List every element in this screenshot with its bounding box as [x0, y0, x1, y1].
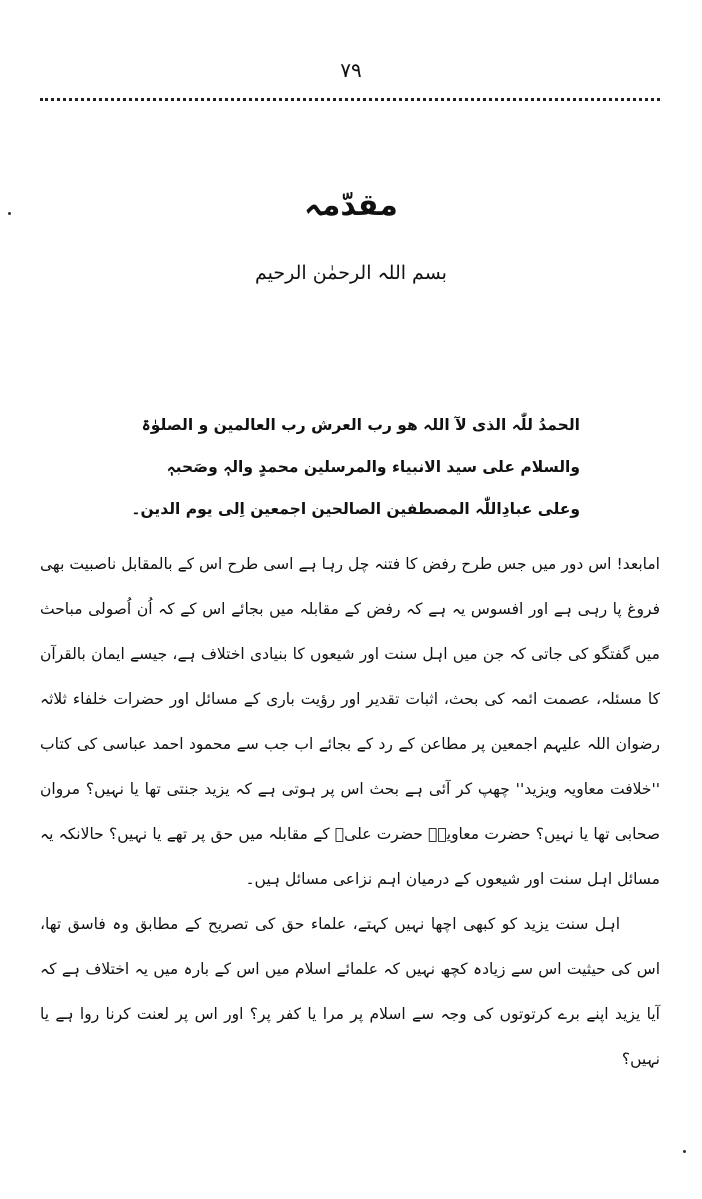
arabic-line: وعلی عبادِاللّٰہ المصطفین الصالحین اجمعین اِلی یوم الدین۔	[131, 500, 580, 518]
arabic-line: والسلام علی سید الانبیاء والمرسلین محمدٍ والہٖ وصَحبہٖ	[166, 458, 580, 476]
bismillah-calligraphy: بسم اللہ الرحمٰن الرحیم	[255, 262, 447, 284]
body-paragraph: اہل سنت یزید کو کبھی اچھا نہیں کہتے، علماء حق کی تصریح کے مطابق وہ فاسق تھا، اس کی حیثیت اس سے زیادہ کچھ نہیں کہ علمائے اسلام میں اس کے بارہ میں یہ اختلاف ہے کہ آیا یزید اپنے برے کرتوتوں کی وجہ سے اسلام پر مرا یا کفر پر؟ اور اس پر لعنت کرنا روا ہے یا نہیں؟	[40, 915, 660, 1068]
arabic-line: الحمدُ للّٰہ الذی لآ اللہ ھو رب العرش رب العالمین و الصلوٰۃ	[141, 416, 580, 434]
urdu-body-text	[40, 542, 660, 1082]
body-paragraph: امابعد! اس دور میں جس طرح رفض کا فتنہ چل رہا ہے اسی طرح اس کے بالمقابل ناصبیت بھی فروغ پا رہی ہے اور افسوس یہ ہے کہ رفض کے مقابلہ میں بجائے اس کے کہ اُن اُصولی مباحث میں گفتگو کی جاتی کہ جن میں اہل سنت اور شیعوں کا بنیادی اختلاف ہے، جیسے ایمان بالقرآن کا مسئلہ، عصمت ائمہ کی بحث، اثبات تقدیر اور رؤیت باری کے مسائل اور حضرات خلفاء ثلاثہ رضوان اللہ علیہم اجمعین پر مطاعن کے رد کے بجائے اب جب سے محمود احمد عباسی کی کتاب ''خلافت معاویہ ویزید'' چھپ کر آئی ہے بحث اس پر ہوتی ہے کہ یزید جنتی تھا یا نہیں؟ مروان صحابی تھا یا نہیں؟ حضرت معاویہؓ حضرت علیؓ کے مقابلہ میں حق پر تھے یا نہیں؟ حالانکہ یہ مسائل اہل سنت اور شیعوں کے درمیان اہم نزاعی مسائل ہیں۔	[40, 555, 660, 888]
page-number: ۷۹	[340, 58, 362, 82]
arabic-invocation	[100, 404, 580, 530]
scan-speck	[8, 212, 11, 215]
scan-speck	[683, 1150, 686, 1153]
header-dotted-rule	[40, 98, 660, 101]
chapter-title: مقدّمہ	[304, 188, 398, 223]
